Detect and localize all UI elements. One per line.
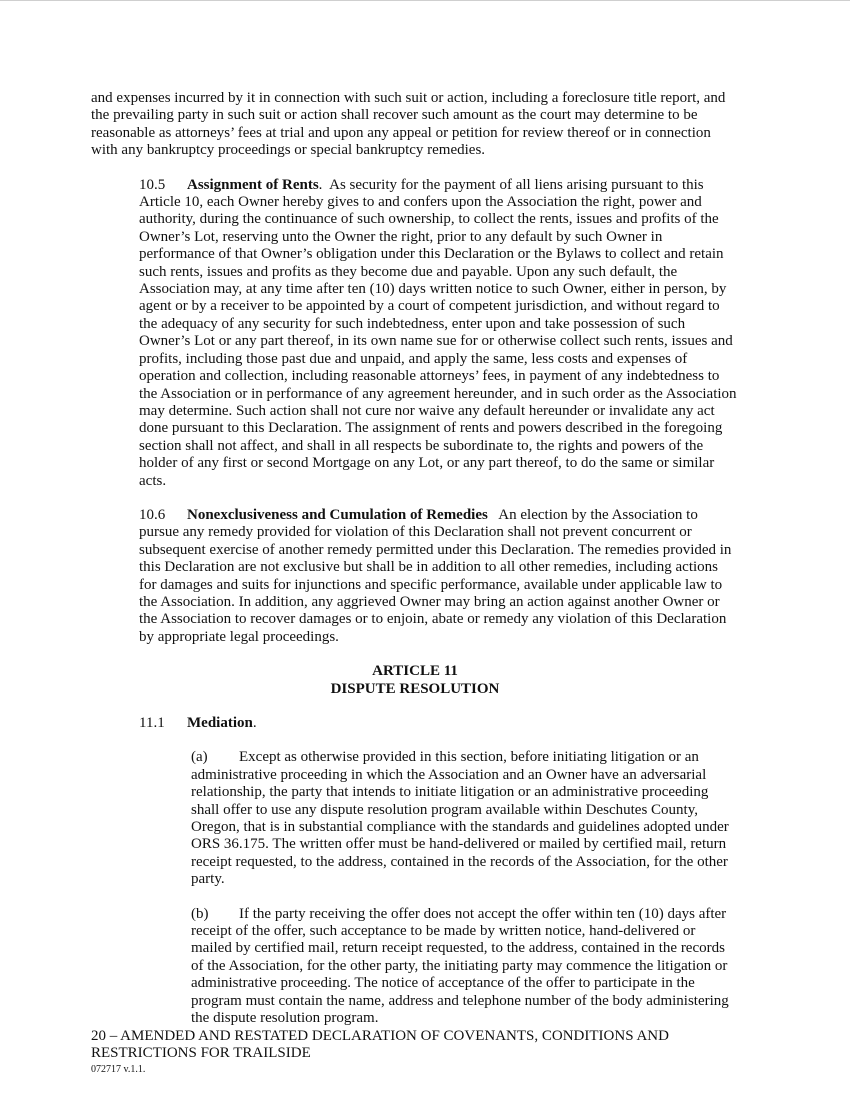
scan-edge-line bbox=[0, 0, 850, 1]
section-number: 10.5 bbox=[139, 176, 166, 193]
section-number: 11.1 bbox=[139, 715, 165, 731]
section-body: An election by the Association to pursue any remedy provided for violation of this Declaration shall not prevent concurrent or subsequent exercise of another remedy permitted under this Declaration. The remedies provided in this Declaration are not exclusive but shall be in addition to all other remedies, including actions for damages and suits for injunctions and specific performance, available under applicable law to the Association. In addition, any aggrieved Owner may bring an action against another Owner or the Association to recover damages or to enjoin, abate or remedy any violation of this Declaration by appropriate legal proceedings. bbox=[139, 506, 732, 645]
article-subtitle: DISPUTE RESOLUTION bbox=[330, 680, 500, 697]
subsection-a bbox=[91, 749, 739, 888]
section-body: As security for the payment of all liens arising pursuant to this Article 10, each Owner hereby gives to and confers upon the Association the right, power and authority, during the continuance of such ownership, to collect the rents, issues and profits of the Owner’s Lot, reserving unto the Owner the right, prior to any default by such Owner in performance of that Owner’s obligation under this Declaration or the Bylaws to collect and retain such rents, issues and profits as they become due and payable. Upon any such default, the Association may, at any time after ten (10) days written notice to such Owner, either in person, by agent or by a receiver to be appointed by a court of competent jurisdiction, and without regard to the adequacy of any security for such indebtedness, enter upon and take possession of such Owner’s Lot or any part thereof, in its own name sue for or otherwise collect such rents, issues and profits, including those past due and unpaid, and apply the same, less costs and expenses of operation and collection, including reasonable attorneys’ fees, in payment of any indebtedness to the Association or in performance of any agreement hereunder, and in such order as the Association may determine. Such action shall not cure nor waive any default hereunder or invalidate any act done pursuant to this Declaration. The assignment of rents and powers described in the foregoing section shall not affect, and shall in all respects be subordinate to, the rights and powers of the holder of any first or second Mortgage on any Lot, or any part thereof, to do the same or similar acts. bbox=[139, 176, 737, 489]
page-footer bbox=[91, 1028, 751, 1077]
article-title: ARTICLE 11 bbox=[372, 663, 458, 680]
section-10-5: 10.5 Assignment of Rents. As security for the payment of all liens arising pursuant to this Article 10, each Owner hereby gives to and confers upon the Association the right, power and authority, during the continuance of such ownership, to collect the rents, issues and profits of the Owner’s Lot, reserving unto the Owner the right, prior to any default by such Owner in performance of that Owner’s obligation under this Declaration or the Bylaws to collect and retain such rents, issues and profits as they become due and payable. Upon any such default, the Association may, at any time after ten (10) days written notice to such Owner, either in person, by agent or by a receiver to be appointed by a court of competent jurisdiction, and without regard to the adequacy of any security for such indebtedness, enter upon and take possession of such Owner’s Lot or any part thereof, in its own name sue for or otherwise collect such rents, issues and profits, including those past due and unpaid, and apply the same, less costs and expenses of operation and collection, including reasonable attorneys’ fees, in payment of any indebtedness to the Association or in performance of any agreement hereunder, and in such order as the Association may determine. Such action shall not cure nor waive any default hereunder or invalidate any act done pursuant to this Declaration. The assignment of rents and powers described in the foregoing section shall not affect, and shall in all respects be subordinate to, the rights and powers of the holder of any first or second Mortgage on any Lot, or any part thereof, to do the same or similar acts. bbox=[139, 176, 737, 489]
document-page bbox=[91, 90, 739, 1028]
subsection-b bbox=[91, 906, 739, 1028]
footer-version: 072717 v.1.1. bbox=[91, 1063, 146, 1075]
subsection-label: (b) bbox=[191, 905, 209, 922]
subsection-body: If the party receiving the offer does not accept the offer within ten (10) days after receipt of the offer, such acceptance to be made by written notice, hand-delivered or mailed by certified mail, return receipt requested, to the address, contained in the records of the Association, for the other party, the initiating party may commence the litigation or administrative proceeding. The notice of acceptance of the offer to participate in the program must contain the name, address and telephone number of the body administering the dispute resolution program. bbox=[191, 905, 729, 1027]
subsection-body: Except as otherwise provided in this section, before initiating litigation or an administrative proceeding in which the Association and an Owner have an adversarial relationship, the party that intends to initiate litigation or an administrative proceeding shall offer to use any dispute resolution program available within Deschutes County, Oregon, that is in substantial compliance with the standards and guidelines adopted under ORS 36.175. The written offer must be hand-delivered or mailed by certified mail, return receipt requested, to the address, contained in the records of the Association, for the other party. bbox=[191, 749, 729, 888]
footer-title: 20 – AMENDED AND RESTATED DECLARATION OF COVENANTS, CONDITIONS AND RESTRICTIONS FOR TRAILSIDE bbox=[91, 1028, 669, 1062]
section-heading: Assignment of Rents bbox=[187, 176, 319, 193]
subsection-label: (a) bbox=[191, 749, 208, 766]
continued-paragraph: and expenses incurred by it in connection with such suit or action, including a foreclosure title report, and the prevailing party in such suit or action shall recover such amount as the court may determine to be reasonable as attorneys’ fees at trial and upon any appeal or petition for review thereof or in connection with any bankruptcy proceedings or special bankruptcy remedies. bbox=[91, 90, 726, 159]
section-10-6 bbox=[91, 507, 739, 646]
section-number: 10.6 bbox=[139, 506, 166, 523]
section-heading: Nonexclusiveness and Cumulation of Remedies bbox=[187, 506, 488, 523]
section-11-1: 11.1 Mediation. bbox=[139, 715, 257, 731]
section-heading: Mediation bbox=[187, 715, 253, 731]
